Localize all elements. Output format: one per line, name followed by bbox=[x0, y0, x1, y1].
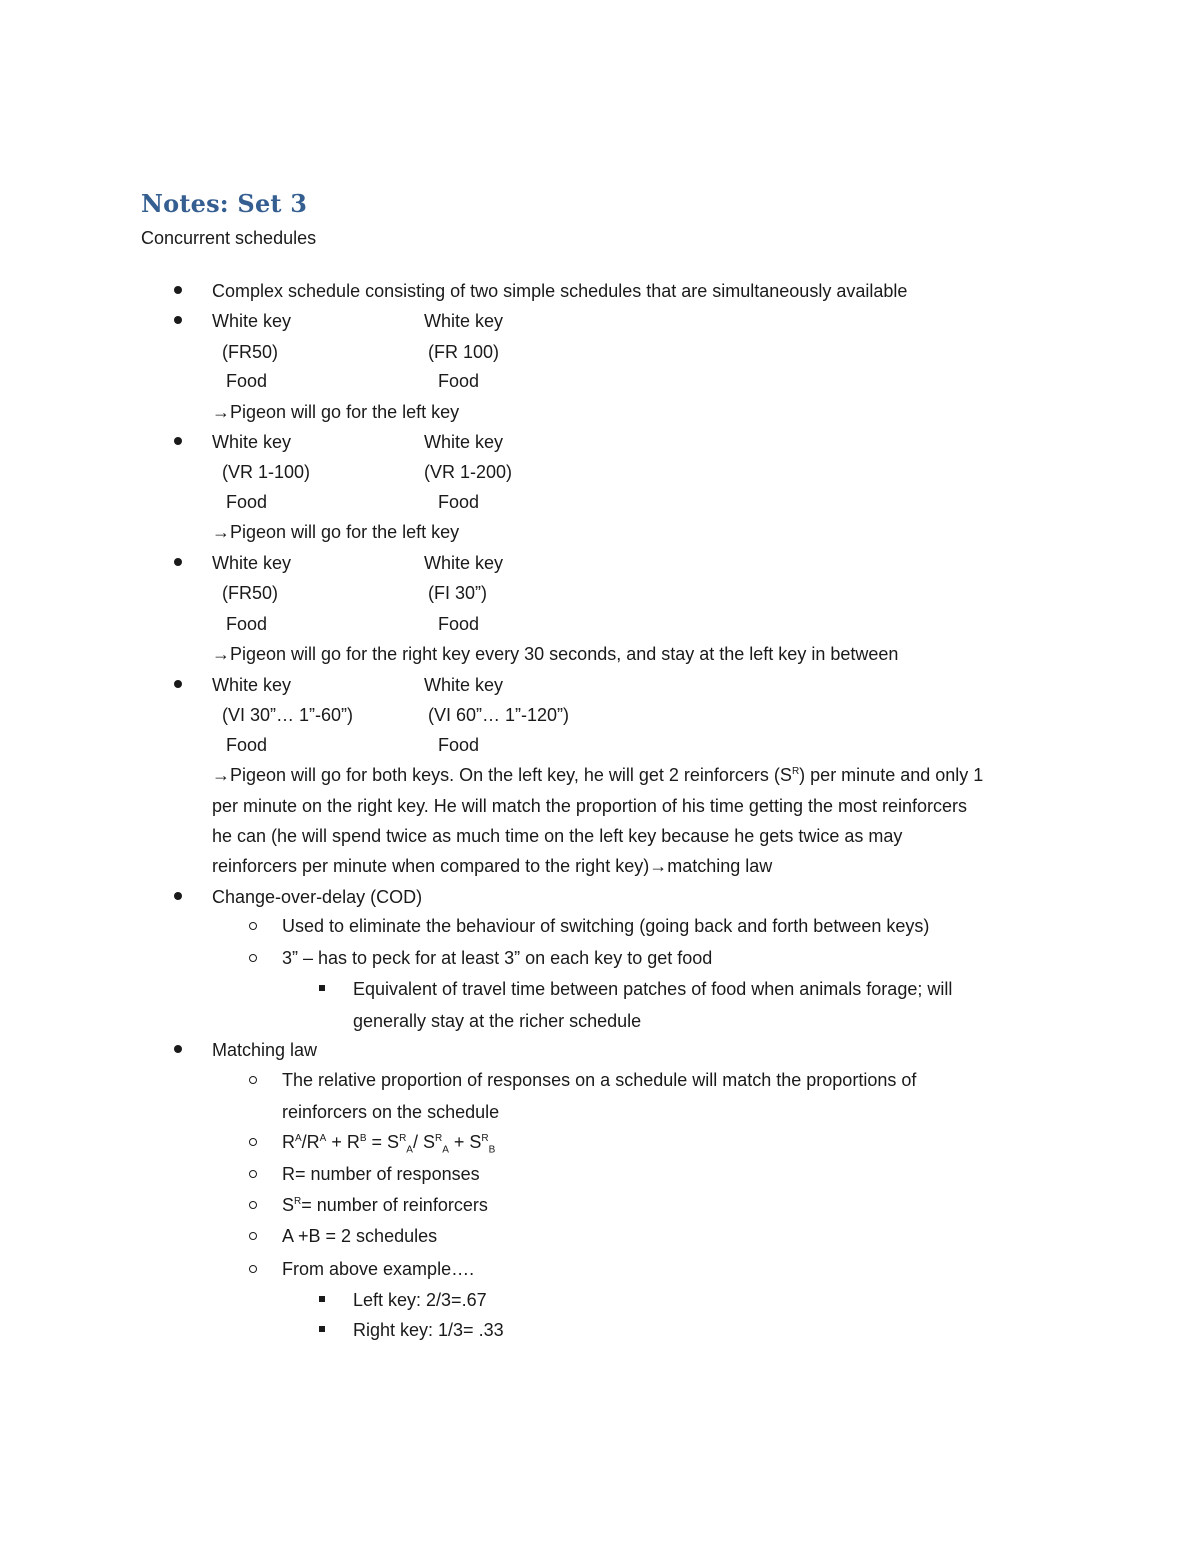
section-heading: Concurrent schedules bbox=[141, 228, 317, 248]
arrow-icon: → bbox=[649, 856, 668, 876]
arrow-icon: → bbox=[212, 644, 230, 664]
right-schedule: (FR 100) bbox=[428, 342, 500, 362]
arrow-icon: → bbox=[212, 522, 230, 542]
result-line bbox=[212, 521, 459, 543]
left-key-label: White key bbox=[212, 432, 292, 452]
left-key-label: White key bbox=[212, 675, 292, 695]
bullet bbox=[174, 1045, 182, 1053]
result-text: he can (he will spend twice as much time on the left key because he gets twice as may bbox=[212, 826, 903, 846]
sub-bullet bbox=[249, 1170, 257, 1178]
left-schedule: (VR 1-100) bbox=[222, 462, 311, 482]
left-food: Food bbox=[226, 492, 268, 512]
matching-law-heading: Matching law bbox=[212, 1040, 318, 1060]
left-key-label: White key bbox=[212, 553, 292, 573]
result-text: reinforcers per minute when compared to the right key) bbox=[212, 856, 650, 876]
matching-formula: $R^A/R^A + R^B = S^R_A/$ $S^R_A + S^R_B$ bbox=[282, 1132, 496, 1156]
sub-sub-bullet-text: Right key: 1/3= .33 bbox=[353, 1320, 504, 1340]
sub-bullet-text: From above example…. bbox=[282, 1259, 475, 1279]
cod-heading: Change-over-delay (COD) bbox=[212, 887, 423, 907]
sub-bullet-text: A +B = 2 schedules bbox=[282, 1226, 438, 1246]
result-text: Pigeon will go for the right key every 30 seconds, and stay at the left key in between bbox=[230, 644, 899, 664]
result-text: Pigeon will go for the left key bbox=[230, 522, 460, 542]
right-food: Food bbox=[438, 614, 480, 634]
result-text: matching law bbox=[667, 856, 773, 876]
bullet bbox=[174, 316, 182, 324]
sub-bullet-text: 3” – has to peck for at least 3” on each key to get food bbox=[282, 948, 713, 968]
sub-sub-bullet bbox=[319, 1326, 325, 1332]
bullet bbox=[174, 680, 182, 688]
superscript: R bbox=[791, 766, 800, 777]
bullet bbox=[174, 437, 182, 445]
bullet bbox=[174, 286, 182, 294]
sub-bullet-text: R= number of responses bbox=[282, 1164, 480, 1184]
sub-bullet bbox=[249, 1201, 257, 1209]
bullet-text: Complex schedule consisting of two simple schedules that are simultaneously available bbox=[212, 281, 908, 301]
result-line bbox=[212, 643, 898, 665]
right-food: Food bbox=[438, 492, 480, 512]
result-text: per minute on the right key. He will match the proportion of his time getting the most reinforcers bbox=[212, 796, 968, 816]
sub-bullet bbox=[249, 1076, 257, 1084]
left-schedule: (VI 30”… 1”-60”) bbox=[222, 705, 354, 725]
sub-sub-bullet-text: Equivalent of travel time between patches of food when animals forage; will bbox=[353, 979, 953, 999]
sub-bullet bbox=[249, 954, 257, 962]
sub-bullet bbox=[249, 922, 257, 930]
sub-sub-bullet bbox=[319, 1296, 325, 1302]
left-food: Food bbox=[226, 735, 268, 755]
sub-sub-bullet-text: Left key: 2/3=.67 bbox=[353, 1290, 487, 1310]
right-key-label: White key bbox=[424, 432, 504, 452]
result-text: ) per minute and only 1 bbox=[799, 765, 984, 785]
sub-bullet bbox=[249, 1232, 257, 1240]
sub-sub-bullet-text: generally stay at the richer schedule bbox=[353, 1011, 642, 1031]
left-schedule: (FR50) bbox=[222, 583, 279, 603]
arrow-icon: → bbox=[212, 765, 230, 785]
sub-bullet-text: The relative proportion of responses on a schedule will match the proportions of bbox=[282, 1070, 917, 1090]
sub-bullet bbox=[249, 1265, 257, 1273]
result-line bbox=[212, 764, 983, 786]
right-schedule: (VI 60”… 1”-120”) bbox=[428, 705, 570, 725]
right-schedule: (FI 30”) bbox=[428, 583, 488, 603]
result-text: Pigeon will go for both keys. On the left key, he will get 2 reinforcers (S bbox=[230, 765, 792, 785]
result-line bbox=[212, 855, 772, 877]
sub-sub-bullet bbox=[319, 985, 325, 991]
sub-bullet-text: Used to eliminate the behaviour of switching (going back and forth between keys) bbox=[282, 916, 930, 936]
bullet bbox=[174, 892, 182, 900]
sub-bullet-text: reinforcers on the schedule bbox=[282, 1102, 500, 1122]
left-key-label: White key bbox=[212, 311, 292, 331]
left-food: Food bbox=[226, 371, 268, 391]
right-food: Food bbox=[438, 371, 480, 391]
right-schedule: (VR 1-200) bbox=[424, 462, 513, 482]
bullet bbox=[174, 558, 182, 566]
right-key-label: White key bbox=[424, 553, 504, 573]
left-food: Food bbox=[226, 614, 268, 634]
result-line bbox=[212, 401, 459, 423]
arrow-icon: → bbox=[212, 402, 230, 422]
result-text: Pigeon will go for the left key bbox=[230, 402, 460, 422]
right-key-label: White key bbox=[424, 675, 504, 695]
left-schedule: (FR50) bbox=[222, 342, 279, 362]
page-title: Notes: Set 3 bbox=[141, 189, 308, 218]
right-food: Food bbox=[438, 735, 480, 755]
sub-bullet-text: $S^R=$ number of reinforcers bbox=[282, 1195, 488, 1215]
sub-bullet bbox=[249, 1138, 257, 1146]
right-key-label: White key bbox=[424, 311, 504, 331]
